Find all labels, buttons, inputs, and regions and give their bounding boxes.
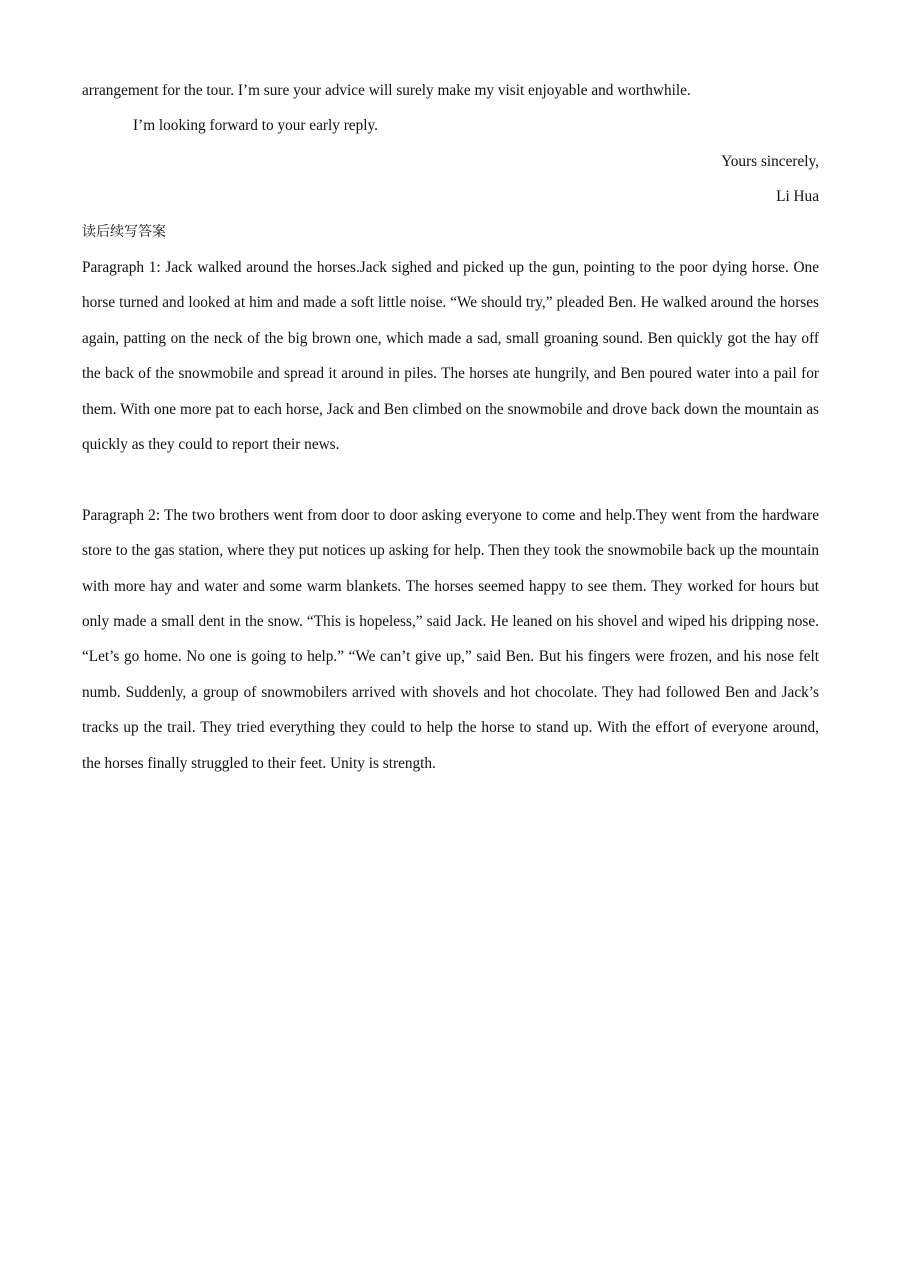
paragraph-spacer [82,462,819,497]
answer-paragraph-1: Paragraph 1: Jack walked around the horses.Jack sighed and picked up the gun, pointing to the poor dying horse. One horse turned and looked at him and made a soft little noise. “We should try,” pleaded Ben. He walked around the horses again, patting on the neck of the big brown one, which made a sad, small groaning sound. Ben quickly got the hay off the back of the snowmobile and spread it around in piles. The horses ate hungrily, and Ben poured water into a pail for them. With one more pat to each horse, Jack and Ben climbed on the snowmobile and drove back down the mountain as quickly as they could to report their news. [82,259,819,454]
letter-sign-off: Yours sincerely, [721,152,819,170]
document-page [82,73,819,781]
letter-closing-line: arrangement for the tour. I’m sure your advice will surely make my visit enjoyable and worthwhile. [82,82,691,99]
letter-signature: Li Hua [776,188,819,206]
answer-heading: 读后续写答案 [82,223,166,240]
letter-looking-forward: I’m looking forward to your early reply. [133,117,378,135]
answer-paragraph-2: Paragraph 2: The two brothers went from door to door asking everyone to come and help.They went from the hardware store to the gas station, where they put notices up asking for help. Then they took the snowmobile back up the mountain with more hay and water and some warm blankets. The horses seemed happy to see them. They worked for hours but only made a small dent in the snow. “This is hopeless,” said Jack. He leaned on his shovel and wiped his dripping nose. “Let’s go home. No one is going to help.” “We can’t give up,” said Ben. But his fingers were frozen, and his nose felt numb. Suddenly, a group of snowmobilers arrived with shovels and hot chocolate. They had followed Ben and Jack’s tracks up the trail. They tried everything they could to help the horse to stand up. With the effort of everyone around, the horses finally struggled to their feet. Unity is strength. [82,506,819,772]
